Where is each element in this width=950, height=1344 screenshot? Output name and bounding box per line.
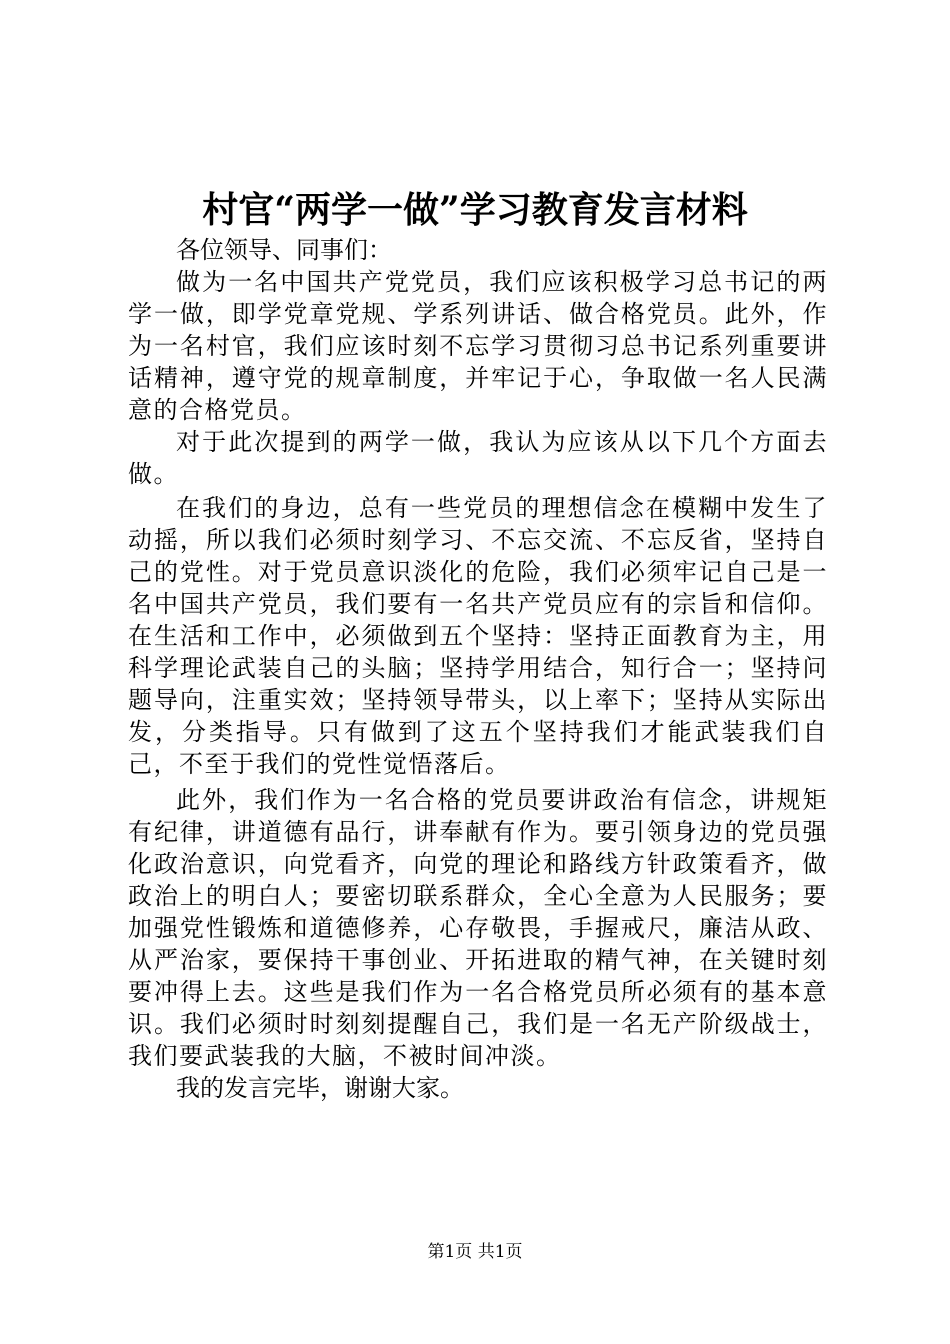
paragraph-intro: 做为一名中国共产党党员，我们应该积极学习总书记的两学一做，即学党章党规、学系列讲话、做合格党员。此外，作为一名村官，我们应该时刻不忘学习贯彻习总书记系列重要讲话精神，遵守党的规章制度，并牢记于心，争取做一名人民满意的合格党员。 <box>128 268 828 424</box>
paragraph-qualified-member: 此外，我们作为一名合格的党员要讲政治有信念，讲规矩有纪律，讲道德有品行，讲奉献有作为。要引领身边的党员强化政治意识，向党看齐，向党的理论和路线方针政策看齐，做政治上的明白人；要密切联系群众，全心全意为人民服务；要加强党性锻炼和道德修养，心存敬畏，手握戒尺，廉洁从政、从严治家，要保持干事创业、开拓进取的精气神，在关键时刻要冲得上去。这些是我们作为一名合格党员所必须有的基本意识。我们必须时时刻刻提醒自己，我们是一名无产阶级战士，我们要武装我的大脑，不被时间冲淡。 <box>128 786 828 1070</box>
paragraph-approach: 对于此次提到的两学一做，我认为应该从以下几个方面去做。 <box>128 428 828 488</box>
closing-remark: 我的发言完毕，谢谢大家。 <box>176 1074 464 1102</box>
document-body <box>128 234 828 1104</box>
page-number-footer: 第1页 共1页 <box>427 1242 523 1262</box>
salutation: 各位领导、同事们： <box>176 236 392 264</box>
paragraph-five-persistences: 在我们的身边，总有一些党员的理想信念在模糊中发生了动摇，所以我们必须时刻学习、不忘交流、不忘反省，坚持自己的党性。对于党员意识淡化的危险，我们必须牢记自己是一名中国共产党员，我们要有一名共产党员应有的宗旨和信仰。在生活和工作中，必须做到五个坚持：坚持正面教育为主，用科学理论武装自己的头脑；坚持学用结合，知行合一；坚持问题导向，注重实效；坚持领导带头，以上率下；坚持从实际出发，分类指导。只有做到了这五个坚持我们才能武装我们自己，不至于我们的党性觉悟落后。 <box>128 494 828 778</box>
document-title: 村官“两学一做”学习教育发言材料 <box>202 189 748 231</box>
